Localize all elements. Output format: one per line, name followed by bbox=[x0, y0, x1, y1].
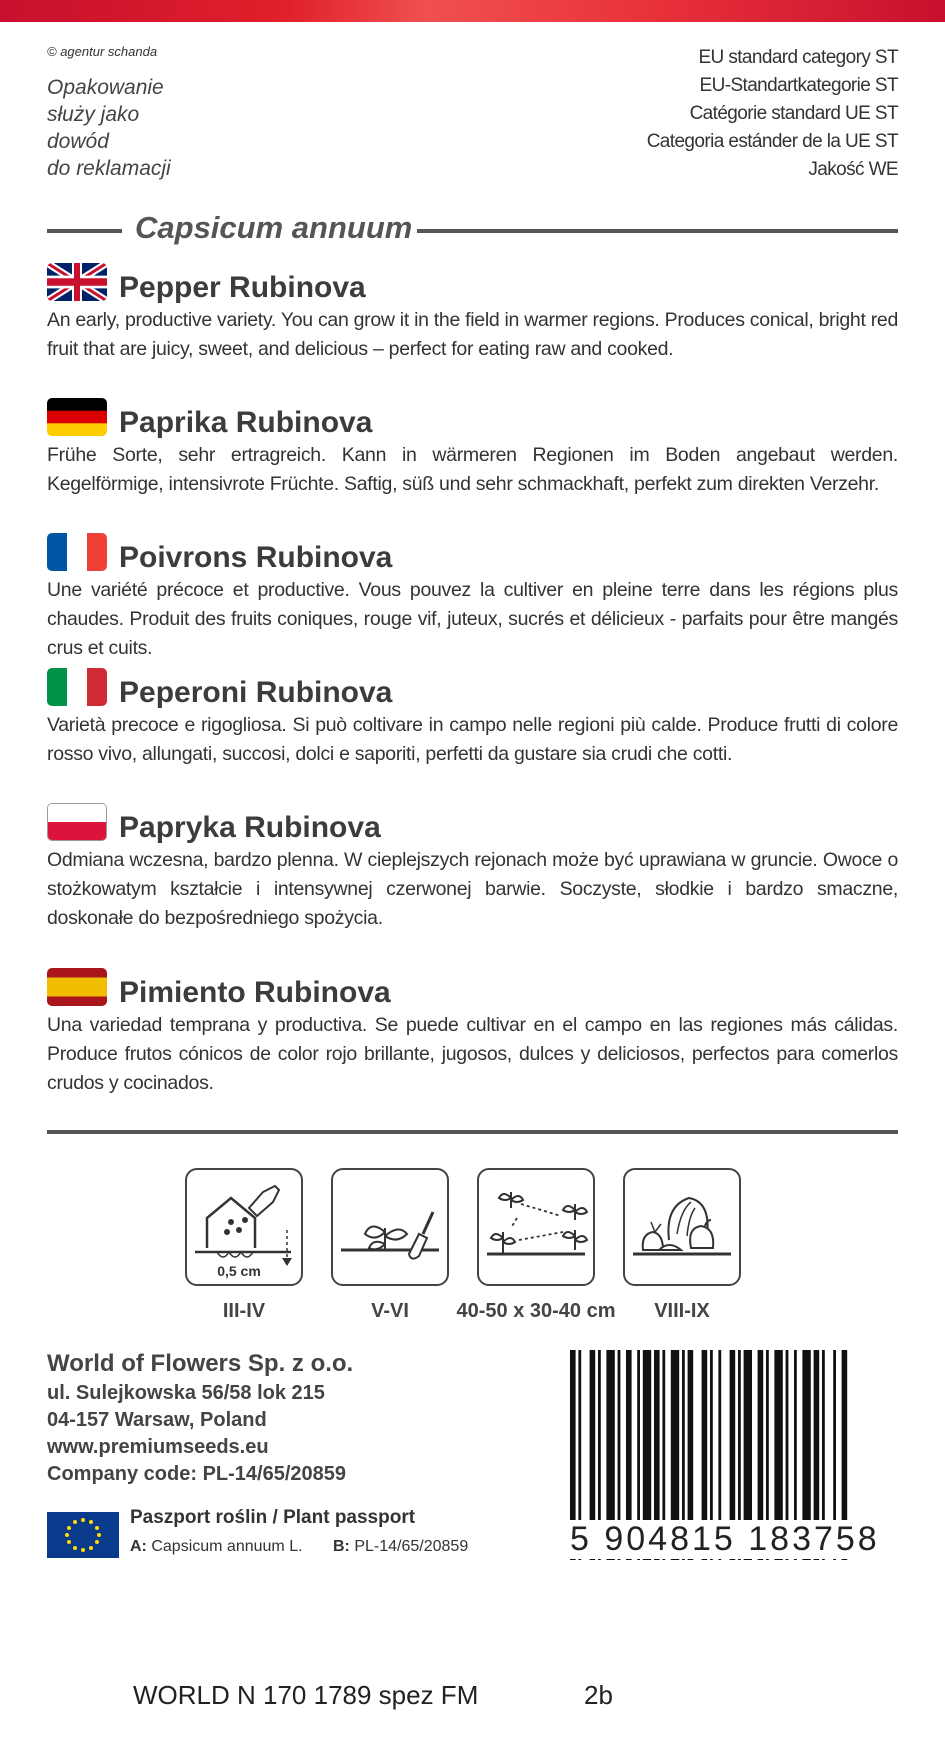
variety-description: An early, productive variety. You can grow it in the field in warmer regions. Produces conical, bright red fruit that are juicy, sweet, and delicious – perfect for eating raw and cooked. bbox=[47, 309, 898, 360]
passport-a-value: Capsicum annuum L. bbox=[151, 1538, 303, 1555]
planting-period-label: V-VI bbox=[371, 1300, 409, 1322]
variety-title: Poivrons Rubinova bbox=[119, 541, 393, 574]
company-info bbox=[47, 1348, 353, 1488]
variety-title: Paprika Rubinova bbox=[119, 406, 373, 439]
sowing-depth-label: 0,5 cm bbox=[217, 1263, 261, 1279]
print-version: 2b bbox=[584, 1680, 613, 1710]
company-city: 04-157 Warsaw, Poland bbox=[47, 1409, 267, 1431]
poland-flag-icon bbox=[47, 803, 107, 841]
eu-standard-line: Categoria estánder de la UE ST bbox=[646, 131, 898, 152]
latin-name-header bbox=[47, 210, 898, 250]
spacing-icon bbox=[477, 1168, 595, 1286]
variety-title: Pepper Rubinova bbox=[119, 271, 366, 304]
indoor-sowing-icon bbox=[185, 1168, 303, 1286]
eu-standard-line: Jakość WE bbox=[808, 159, 898, 180]
pepper-photo-strip bbox=[0, 0, 945, 22]
complaint-note bbox=[47, 74, 171, 182]
passport-botanical-name bbox=[130, 1538, 303, 1556]
eu-standard-category bbox=[647, 44, 898, 184]
variety-description: Una variedad temprana y productiva. Se puede cultivar en el campo en las regiones más cálidas. Produce frutos cónicos de color rojo brillante, jugosos, dulces y deliciosos, perfectos para comerlos crudos y cocinados. bbox=[47, 1014, 898, 1094]
variety-description: Odmiana wczesna, bardzo plenna. W cieplejszych rejonach może być uprawiana w gruncie. Owoce o stożkowatym kształcie i intensywnej czerwonej barwie. Soczyste, słodkie i bardzo smaczne, doskonałe do bezpośredniego spożycia. bbox=[47, 849, 898, 929]
company-website: www.premiumseeds.eu bbox=[47, 1436, 269, 1458]
divider-line bbox=[417, 229, 898, 233]
print-code: WORLD N 170 1789 spez FM bbox=[133, 1680, 479, 1710]
sowing-period-label: III-IV bbox=[222, 1300, 266, 1322]
variety-description: Frühe Sorte, sehr ertragreich. Kann in wärmeren Regionen im Boden angebaut werden. Kegelförmige, intensivrote Früchte. Saftig, süß und sehr schmackhaft, perfekt zum direkten Verzehr. bbox=[47, 444, 898, 495]
variety-description: Une variété précoce et productive. Vous pouvez la cultiver en pleine terre dans les régions plus chaudes. Produit des fruits coniques, rouge vif, juteux, sucrés et délicieux - parfaits pour être mangés crus et cuits. bbox=[47, 579, 898, 659]
copyright-notice: © agentur schanda bbox=[47, 44, 158, 59]
germany-flag-icon bbox=[47, 398, 107, 436]
eu-standard-line: EU standard category ST bbox=[698, 47, 898, 68]
company-street: ul. Sulejkowska 56/58 lok 215 bbox=[47, 1382, 325, 1404]
france-flag-icon bbox=[47, 533, 107, 571]
eu-standard-line: Catégorie standard UE ST bbox=[689, 103, 898, 124]
company-name: World of Flowers Sp. z o.o. bbox=[47, 1350, 354, 1377]
variety-title: Peperoni Rubinova bbox=[119, 676, 393, 709]
passport-b-label: B: bbox=[333, 1538, 350, 1555]
passport-b-value: PL-14/65/20859 bbox=[354, 1538, 469, 1555]
eu-standard-line: EU-Standartkategorie ST bbox=[699, 75, 898, 96]
spain-flag-icon bbox=[47, 968, 107, 1006]
complaint-line: do reklamacji bbox=[47, 157, 171, 180]
passport-a-label: A: bbox=[130, 1538, 147, 1555]
planting-out-icon bbox=[331, 1168, 449, 1286]
section-divider bbox=[47, 1130, 898, 1134]
harvest-period-label: VIII-IX bbox=[654, 1300, 710, 1322]
passport-registration bbox=[333, 1538, 468, 1556]
uk-flag-icon bbox=[47, 263, 107, 301]
plant-passport-title: Paszport roślin / Plant passport bbox=[130, 1507, 416, 1528]
variety-title: Pimiento Rubinova bbox=[119, 976, 391, 1009]
spacing-label: 40-50 x 30-40 cm bbox=[456, 1300, 616, 1322]
latin-name: Capsicum annuum bbox=[135, 210, 413, 245]
variety-title: Papryka Rubinova bbox=[119, 811, 381, 844]
barcode-digits: 5 904815 183758 bbox=[570, 1520, 900, 1559]
variety-description: Varietà precoce e rigogliosa. Si può coltivare in campo nelle regioni più calde. Produce frutti di colore rosso vivo, allungati, succosi, dolci e saporiti, perfetti da gustare sia crudi che cotti. bbox=[47, 714, 898, 765]
divider-line bbox=[47, 229, 122, 233]
italy-flag-icon bbox=[47, 668, 107, 706]
complaint-line: Opakowanie bbox=[47, 76, 164, 99]
eu-flag-icon bbox=[47, 1512, 119, 1558]
complaint-line: służy jako bbox=[47, 103, 140, 126]
harvest-icon bbox=[623, 1168, 741, 1286]
complaint-line: dowód bbox=[47, 130, 109, 153]
company-code: Company code: PL-14/65/20859 bbox=[47, 1463, 347, 1485]
